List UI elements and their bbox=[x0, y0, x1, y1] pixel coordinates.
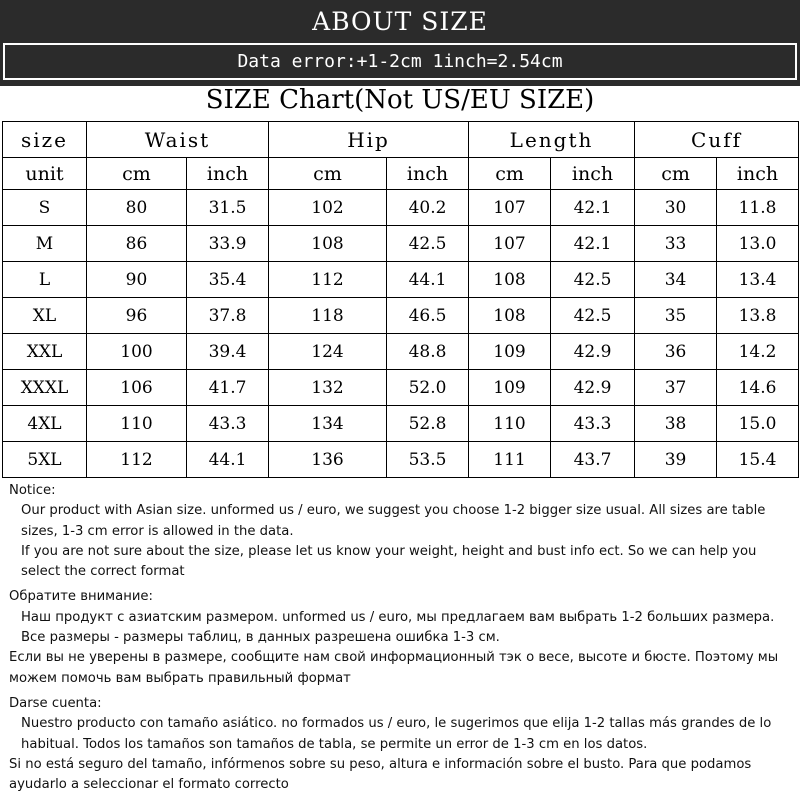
table-cell: 109 bbox=[469, 334, 551, 370]
table-cell: 110 bbox=[469, 406, 551, 442]
unit-cell: inch bbox=[187, 158, 269, 190]
table-cell: 37.8 bbox=[187, 298, 269, 334]
unit-cell: inch bbox=[551, 158, 635, 190]
size-cell: XL bbox=[3, 298, 87, 334]
table-row bbox=[3, 190, 799, 226]
table-row bbox=[3, 262, 799, 298]
size-chart-title: SIZE Chart(Not US/EU SIZE) bbox=[205, 85, 595, 115]
table-cell: 14.6 bbox=[717, 370, 799, 406]
notice-text-es-1: Nuestro producto con tamaño asiático. no formados us / euro, le sugerimos que elija 1-2 tallas más grandes de lo habitual. Todos los tamaños son tamaños de tabla, se permite un error de 1-3 cm en los datos. bbox=[21, 716, 772, 752]
table-cell: 35 bbox=[635, 298, 717, 334]
table-cell: 13.0 bbox=[717, 226, 799, 262]
notice-text-ru-2: Если вы не уверены в размере, сообщите нам свой информационный тэк о весе, высоте и бюсте. Поэтому мы можем помочь вам выбрать правильный формат bbox=[9, 650, 779, 686]
table-cell: 112 bbox=[87, 442, 187, 478]
table-cell: 42.9 bbox=[551, 334, 635, 370]
hip-header: Hip bbox=[269, 122, 469, 158]
table-cell: 90 bbox=[87, 262, 187, 298]
table-cell: 132 bbox=[269, 370, 387, 406]
notice-text-ru-1: Наш продукт с азиатским размером. unformed us / euro, мы предлагаем вам выбрать 1-2 больших размера. Все размеры - размеры таблиц, в данных разрешена ошибка 1-3 см. bbox=[21, 609, 775, 646]
unit-header: unit bbox=[3, 158, 87, 190]
table-cell: 100 bbox=[87, 334, 187, 370]
table-cell: 37 bbox=[635, 370, 717, 406]
header-band bbox=[0, 0, 800, 86]
table-cell: 107 bbox=[469, 190, 551, 226]
table-cell: 52.0 bbox=[387, 370, 469, 406]
table-cell: 42.1 bbox=[551, 190, 635, 226]
size-cell: XXL bbox=[3, 334, 87, 370]
table-row bbox=[3, 370, 799, 406]
table-cell: 34 bbox=[635, 262, 717, 298]
table-cell: 39.4 bbox=[187, 334, 269, 370]
table-cell: 102 bbox=[269, 190, 387, 226]
unit-cell: inch bbox=[387, 158, 469, 190]
unit-cell: inch bbox=[717, 158, 799, 190]
table-cell: 15.4 bbox=[717, 442, 799, 478]
table-cell: 106 bbox=[87, 370, 187, 406]
table-row bbox=[3, 226, 799, 262]
table-cell: 108 bbox=[269, 226, 387, 262]
table-cell: 43.7 bbox=[551, 442, 635, 478]
table-cell: 13.8 bbox=[717, 298, 799, 334]
table-cell: 108 bbox=[469, 298, 551, 334]
table-cell: 52.8 bbox=[387, 406, 469, 442]
table-cell: 80 bbox=[87, 190, 187, 226]
size-cell: L bbox=[3, 262, 87, 298]
size-cell: 5XL bbox=[3, 442, 87, 478]
table-row bbox=[3, 298, 799, 334]
table-cell: 41.7 bbox=[187, 370, 269, 406]
about-size-title: ABOUT SIZE bbox=[312, 7, 488, 36]
table-cell: 46.5 bbox=[387, 298, 469, 334]
table-cell: 14.2 bbox=[717, 334, 799, 370]
notes-section bbox=[9, 481, 793, 795]
size-cell: S bbox=[3, 190, 87, 226]
table-cell: 48.8 bbox=[387, 334, 469, 370]
table-cell: 110 bbox=[87, 406, 187, 442]
table-cell: 39 bbox=[635, 442, 717, 478]
notice-text-es-2: Si no está seguro del tamaño, infórmenos sobre su peso, altura e información sobre el busto. Para que podamos ayudarlo a seleccionar el formato correcto bbox=[9, 756, 752, 793]
waist-header: Waist bbox=[87, 122, 269, 158]
table-cell: 40.2 bbox=[387, 190, 469, 226]
unit-cell: cm bbox=[87, 158, 187, 190]
notice-heading-ru: Обратите внимание: bbox=[9, 589, 153, 605]
table-cell: 13.4 bbox=[717, 262, 799, 298]
table-cell: 33 bbox=[635, 226, 717, 262]
table-cell: 111 bbox=[469, 442, 551, 478]
table-cell: 42.5 bbox=[387, 226, 469, 262]
table-cell: 107 bbox=[469, 226, 551, 262]
table-cell: 44.1 bbox=[387, 262, 469, 298]
size-cell: M bbox=[3, 226, 87, 262]
table-cell: 96 bbox=[87, 298, 187, 334]
unit-cell: cm bbox=[269, 158, 387, 190]
table-cell: 36 bbox=[635, 334, 717, 370]
table-cell: 118 bbox=[269, 298, 387, 334]
table-cell: 43.3 bbox=[187, 406, 269, 442]
table-cell: 109 bbox=[469, 370, 551, 406]
table-row bbox=[3, 442, 799, 478]
notice-text-en-2: If you are not sure about the size, please let us know your weight, height and bust info ect. So we can help you select the correct format bbox=[21, 543, 757, 580]
notice-heading-es: Darse cuenta: bbox=[9, 695, 102, 711]
table-cell: 42.9 bbox=[551, 370, 635, 406]
table-row bbox=[3, 406, 799, 442]
table-cell: 42.1 bbox=[551, 226, 635, 262]
size-table bbox=[2, 121, 799, 478]
table-cell: 112 bbox=[269, 262, 387, 298]
table-cell: 42.5 bbox=[551, 298, 635, 334]
notice-text-en-1: Our product with Asian size. unformed us / euro, we suggest you choose 1-2 bigger size usual. All sizes are table sizes, 1-3 cm error is allowed in the data. bbox=[21, 503, 766, 539]
table-cell: 33.9 bbox=[187, 226, 269, 262]
unit-cell: cm bbox=[469, 158, 551, 190]
size-cell: 4XL bbox=[3, 406, 87, 442]
length-header: Length bbox=[469, 122, 635, 158]
table-cell: 35.4 bbox=[187, 262, 269, 298]
size-cell: XXXL bbox=[3, 370, 87, 406]
table-cell: 15.0 bbox=[717, 406, 799, 442]
unit-cell: cm bbox=[635, 158, 717, 190]
table-cell: 42.5 bbox=[551, 262, 635, 298]
table-cell: 38 bbox=[635, 406, 717, 442]
table-cell: 136 bbox=[269, 442, 387, 478]
size-header: size bbox=[3, 122, 87, 158]
table-cell: 11.8 bbox=[717, 190, 799, 226]
table-cell: 30 bbox=[635, 190, 717, 226]
table-cell: 134 bbox=[269, 406, 387, 442]
table-row bbox=[3, 334, 799, 370]
table-cell: 44.1 bbox=[187, 442, 269, 478]
cuff-header: Cuff bbox=[635, 122, 799, 158]
table-cell: 86 bbox=[87, 226, 187, 262]
table-cell: 43.3 bbox=[551, 406, 635, 442]
table-cell: 31.5 bbox=[187, 190, 269, 226]
size-table-body bbox=[3, 190, 799, 478]
data-error-note: Data error:+1-2cm 1inch=2.54cm bbox=[3, 43, 797, 80]
table-cell: 124 bbox=[269, 334, 387, 370]
table-cell: 53.5 bbox=[387, 442, 469, 478]
table-cell: 108 bbox=[469, 262, 551, 298]
notice-heading-en: Notice: bbox=[9, 483, 56, 498]
